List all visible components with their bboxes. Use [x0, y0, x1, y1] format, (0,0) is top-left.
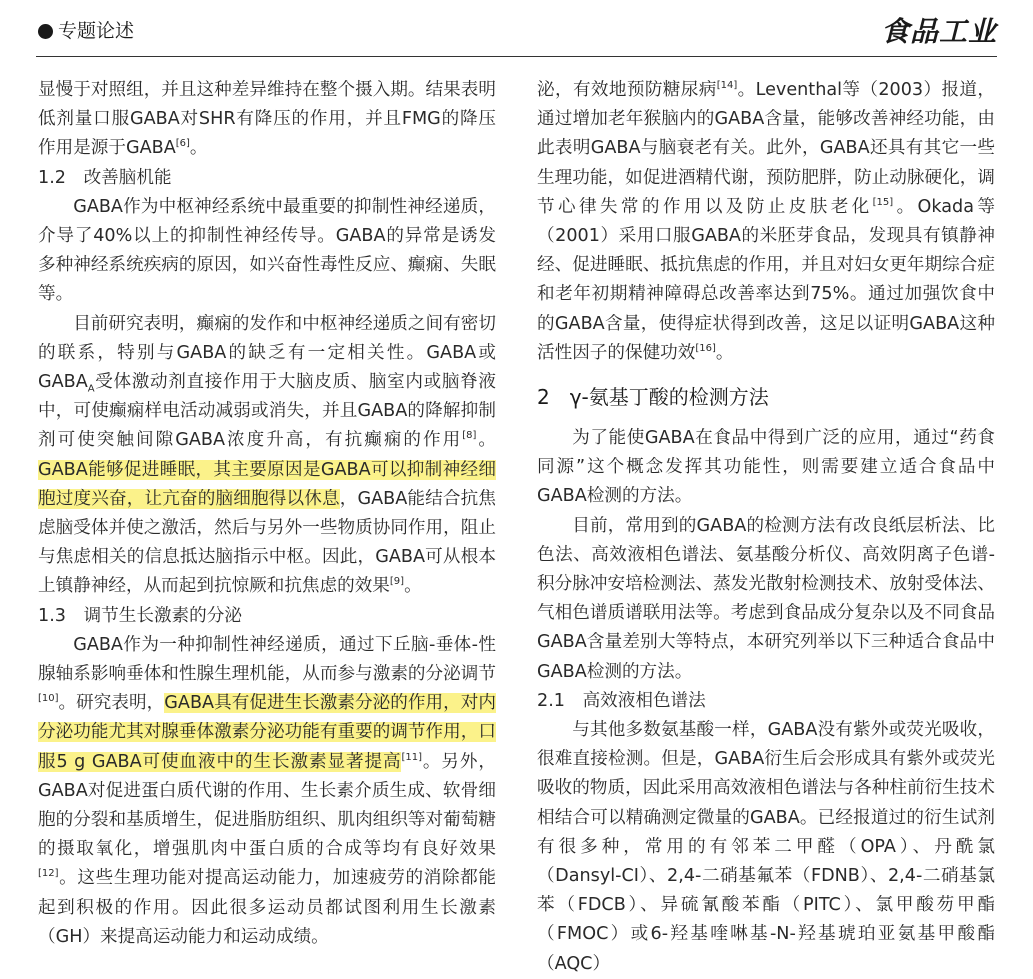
- paragraph: GABA作为一种抑制性神经递质，通过下丘脑-垂体-性腺轴系影响垂体和性腺生理机能，从而参与激素的分泌调节[10]。研究表明，GABA具有促进生长激素分泌的作用，对内分泌功能尤其对腺垂体激素分泌功能有重要的调节作用，口服5 g GABA可使血液中的生长激素显著提高[11]。另外，GABA对促进蛋白质代谢的作用、生长素介质生成、软骨细胞的分裂和基质增生，促进脂肪组织、肌肉组织等对葡萄糖的摄取氧化，增强肌肉中蛋白质的合成等均有良好效果[12]。这些生理功能对提高运动能力，加速疲劳的消除都能起到积极的作用。因此很多运动员都试图利用生长激素（GH）来提高运动能力和运动成绩。: [38, 634, 496, 947]
- citation: [8]: [462, 430, 477, 442]
- paragraph: 目前研究表明，癫痫的发作和中枢神经递质之间有密切的联系，特别与GABA的缺乏有一定相关性。GABA或$GABA_A$受体激动剂直接作用于大脑皮质、脑室内或脑脊液中，可使癫痫样电活动减弱或消失，并且GABA的降解抑制剂可使突触间隙GABA浓度升高，有抗癫痫的作用[8]。GABA能够促进睡眠，其主要原因是GABA可以抑制神经细胞过度兴奋，让亢奋的脑细胞得以休息，GABA能结合抗焦虑脑受体并使之激活，然后与另外一些物质协同作用，阻止与焦虑相关的信息抵达脑指示中枢。因此，GABA可从根本上镇静神经，从而起到抗惊厥和抗焦虑的效果[9]。: [38, 313, 496, 597]
- section-heading-2-1: 2.1 高效液相色谱法: [537, 690, 706, 711]
- left-column: [38, 76, 496, 952]
- header-divider: [36, 56, 997, 57]
- highlighted-text: GABA能够促进睡眠，其主要原因是GABA可以抑制神经细胞过度兴奋，让亢奋的脑细胞得以休息: [38, 459, 496, 509]
- citation: [6]: [175, 138, 190, 150]
- citation: [10]: [38, 693, 59, 705]
- paragraph: 显慢于对照组，并且这种差异维持在整个摄入期。结果表明低剂量口服GABA对SHR有降压的作用，并且FMG的降压作用是源于GABA[6]。: [38, 80, 496, 159]
- bullet-icon: [38, 24, 53, 39]
- section-heading-1-2: 1.2 改善脑机能: [38, 167, 172, 188]
- page-header: [0, 0, 1033, 58]
- paragraph: 目前，常用到的GABA的检测方法有改良纸层析法、比色法、高效液相色谱法、氨基酸分析仪、高效阴离子色谱-积分脉冲安培检测法、蒸发光散射检测技术、放射受体法、气相色谱质谱联用法等。考虑到食品成分复杂以及不同食品GABA含量差别大等特点，本研究列举以下三种适合食品中GABA检测的方法。: [537, 515, 995, 682]
- journal-logo: 食品工业: [880, 15, 997, 48]
- citation: [9]: [389, 576, 405, 588]
- right-column: [537, 76, 995, 979]
- paragraph: 泌，有效地预防糖尿病[14]。Leventhal等（2003）报道，通过增加老年猴脑内的GABA含量，能够改善神经功能，由此表明GABA与脑衰老有关。此外，GABA还具有其它一些生理功能，如促进酒精代谢，预防肥胖，防止动脉硬化，调节心律失常的作用以及防止皮肤老化[15]。Okada等（2001）采用口服GABA的米胚芽食品，发现具有镇静神经、促进睡眠、抵抗焦虑的作用，并且对妇女更年期综合症和老年初期精神障碍总改善率达到75%。通过加强饮食中的GABA含量，使得症状得到改善，这足以证明GABA这种活性因子的保健功效[16]。: [537, 80, 995, 363]
- paragraph: GABA作为中枢神经系统中最重要的抑制性神经递质，介导了40%以上的抑制性神经传导。GABA的异常是诱发多种神经系统疾病的原因，如兴奋性毒性反应、癫痫、失眠等。: [38, 196, 496, 305]
- citation: [12]: [38, 868, 59, 880]
- section-heading-2: 2 γ-氨基丁酸的检测方法: [537, 385, 769, 410]
- section-heading-1-3: 1.3 调节生长激素的分泌: [38, 605, 242, 626]
- citation: [11]: [401, 751, 422, 763]
- citation: [14]: [716, 80, 738, 92]
- highlighted-text: GABA具有促进生长激素分泌的作用，对内分泌功能尤其对腺垂体激素分泌功能有重要的调节作用，口服5 g GABA可使血液中的生长激素显著提高: [38, 693, 496, 772]
- citation: [15]: [872, 196, 894, 208]
- citation: [16]: [695, 342, 716, 354]
- paragraph: 为了能使GABA在食品中得到广泛的应用，通过“药食同源”这个概念发挥其功能性，则需要建立适合食品中GABA检测的方法。: [537, 428, 995, 507]
- section-name: 专题论述: [58, 20, 135, 42]
- paragraph: 与其他多数氨基酸一样，GABA没有紫外或荧光吸收，很难直接检测。但是，GABA衍生后会形成具有紫外或荧光吸收的物质，因此采用高效液相色谱法与各种柱前衍生技术相结合可以精确测定微量的GABA。已经报道过的衍生试剂有很多种，常用的有邻苯二甲醛（OPA）、丹酰氯（Dansyl-CI）、2,4-二硝基氟苯（FDNB）、2,4-二硝基氯苯（FDCB）、异硫氰酸苯酯（PITC）、氯甲酸芴甲酯（FMOC）或6-羟基喹啉基-N-羟基琥珀亚氨基甲酸酯（AQC）: [537, 720, 995, 974]
